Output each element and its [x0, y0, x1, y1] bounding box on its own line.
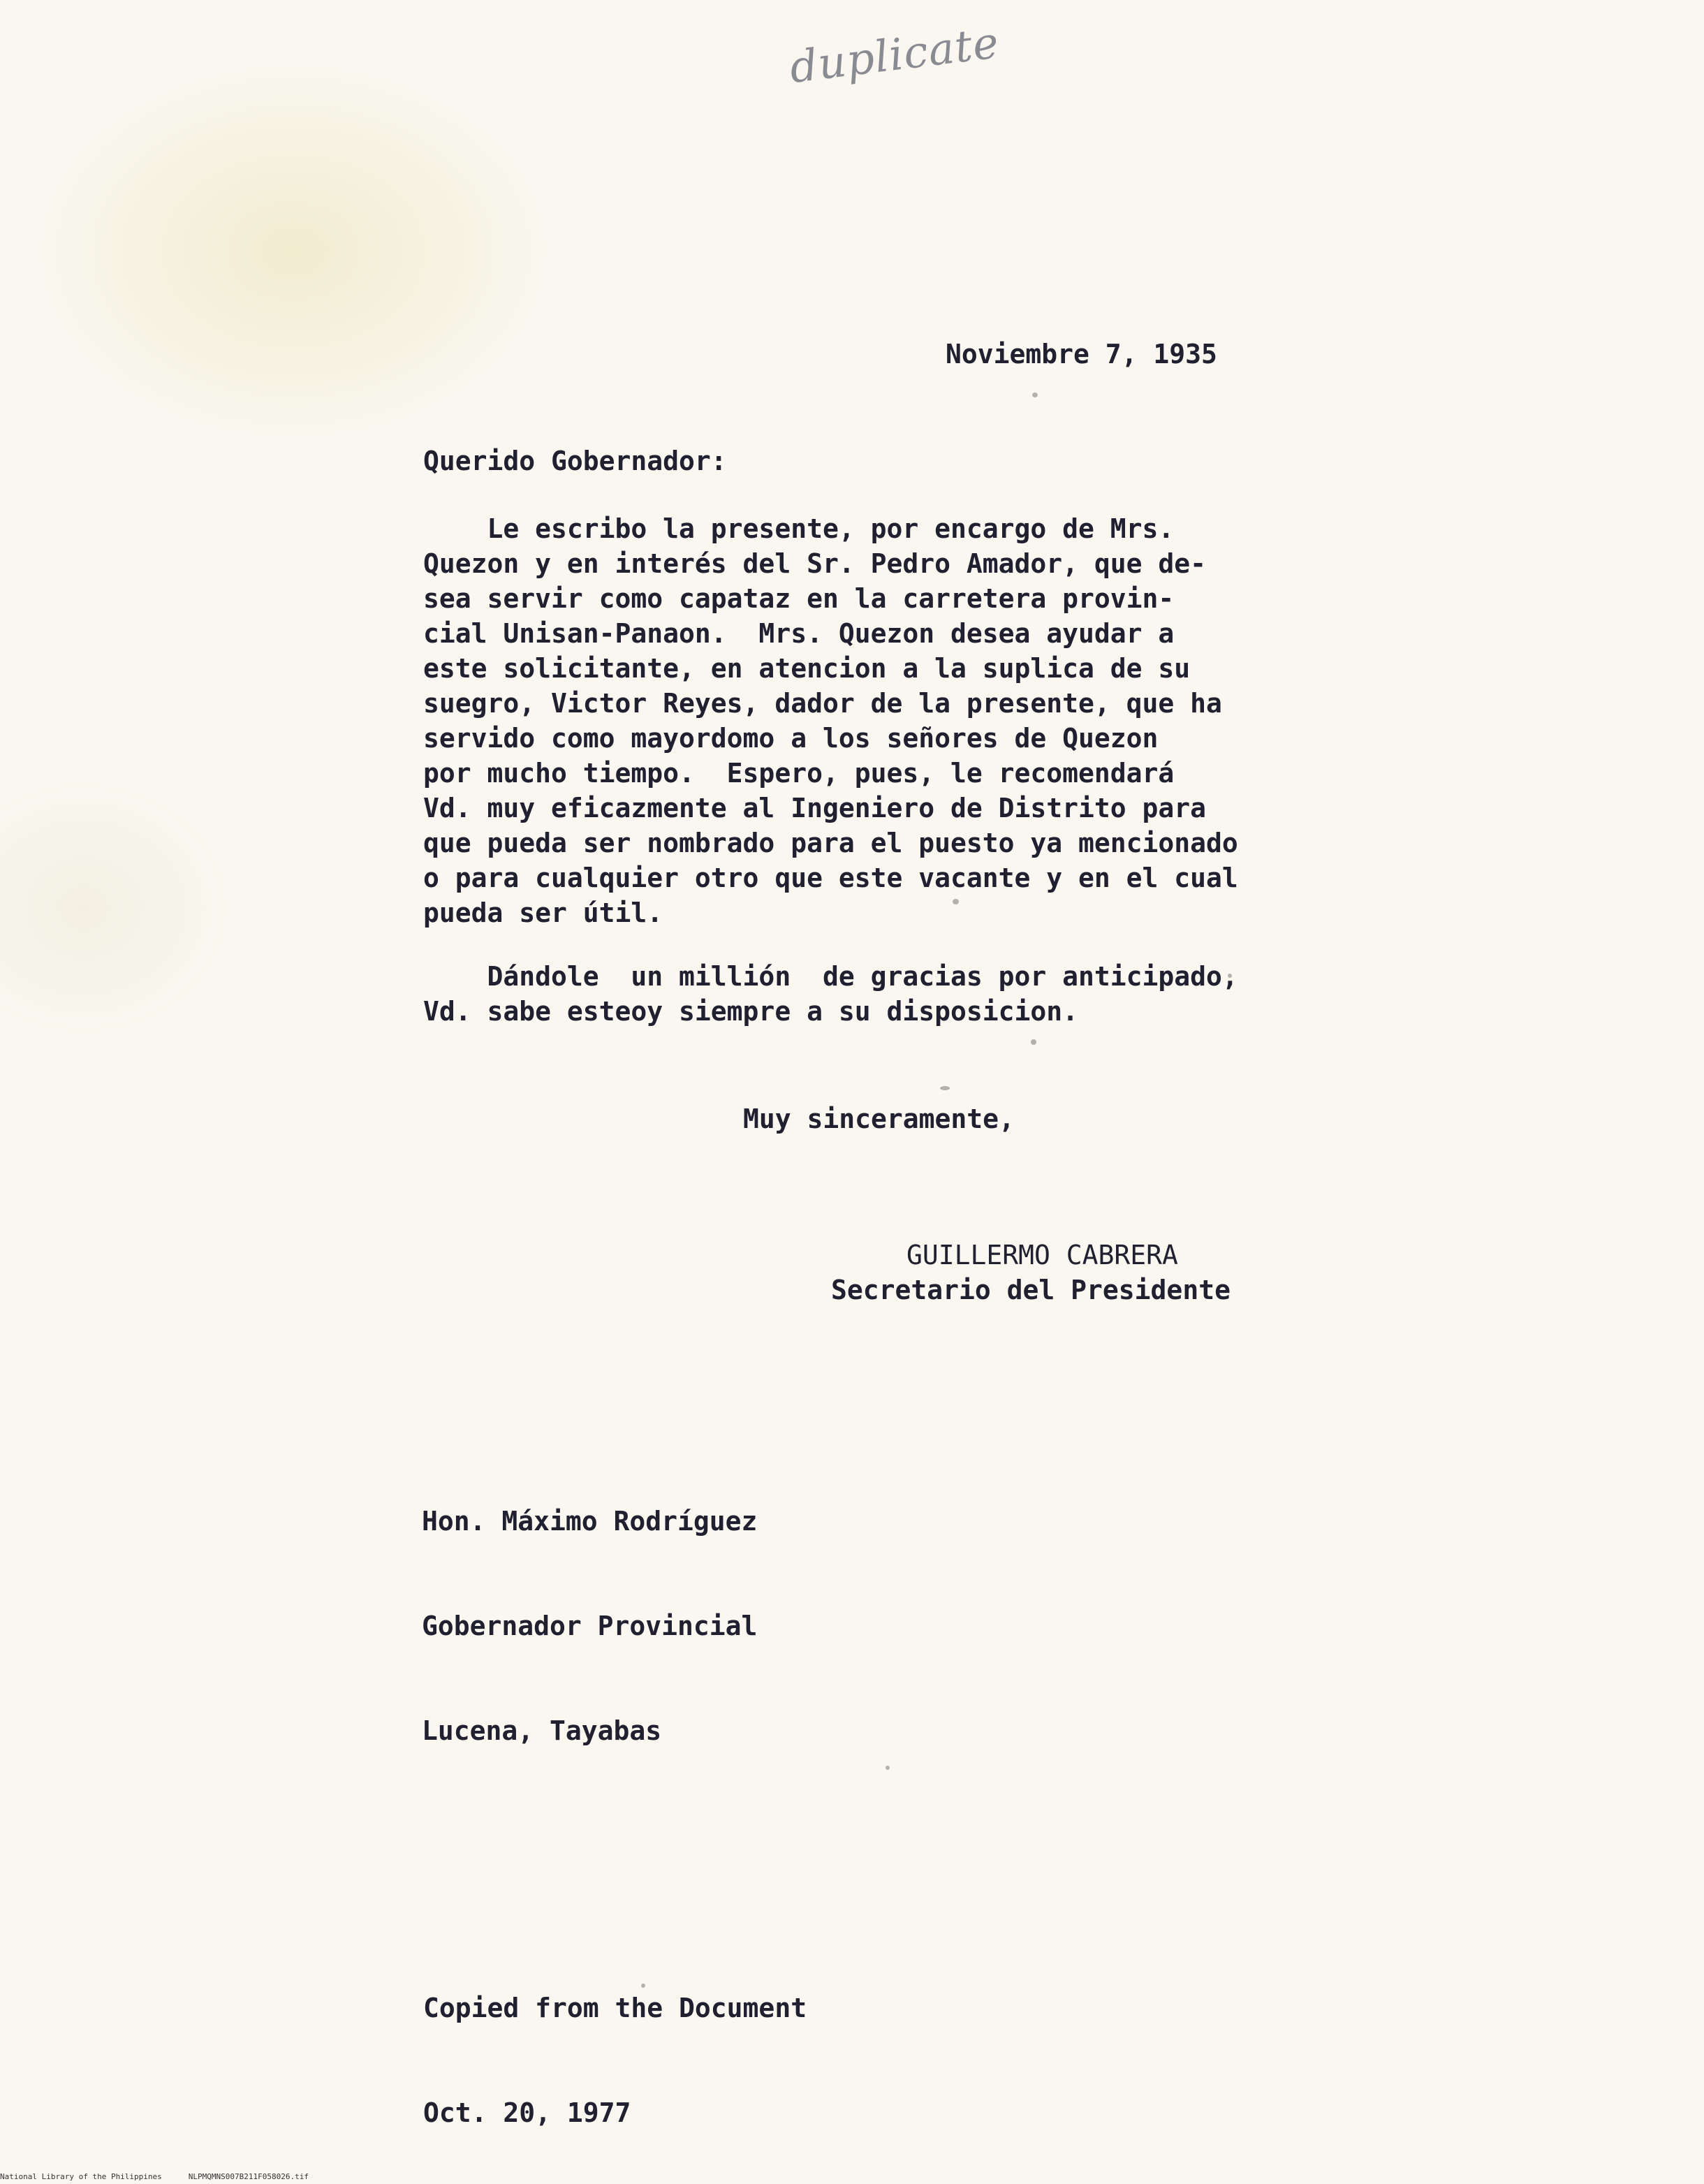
paper-speck: [940, 1086, 950, 1090]
body-line: o para cualquier otro que este vacante y en el cual: [423, 863, 1238, 893]
body-line: suegro, Victor Reyes, dador de la presente, que ha: [423, 688, 1222, 719]
closing: Muy sinceramente,: [743, 1104, 1015, 1134]
body-line: este solicitante, en atencion a la suplica de su: [423, 653, 1191, 684]
body-line: Vd. sabe esteoy siempre a su disposicion.: [423, 996, 1078, 1027]
scan-file-name: NLPMQMNS007B211F058026.tif: [188, 2172, 309, 2181]
salutation: Querido Gobernador:: [423, 446, 727, 476]
paper-speck: [1032, 393, 1038, 397]
body-line: sea servir como capataz en la carretera provin-: [423, 583, 1175, 614]
addressee-line: Hon. Máximo Rodríguez: [422, 1506, 758, 1537]
copy-note: [423, 1921, 807, 2165]
signature-title: Secretario del Presidente: [831, 1275, 1231, 1305]
addressee-block: [422, 1434, 757, 1783]
body-paragraph-2: [423, 959, 1238, 1029]
paper-speck: [886, 1766, 890, 1770]
paper-speck: [1031, 1039, 1036, 1045]
signature-name: GUILLERMO CABRERA: [906, 1240, 1178, 1270]
body-line: cial Unisan-Panaon. Mrs. Quezon desea ayudar a: [423, 618, 1175, 649]
body-line: pueda ser útil.: [423, 897, 663, 928]
body-line: que pueda ser nombrado para el puesto ya mencionado: [423, 828, 1238, 858]
scan-library-label: National Library of the Philippines: [0, 2172, 162, 2181]
body-paragraph-1: [423, 511, 1238, 930]
body-line: servido como mayordomo a los señores de Quezon: [423, 723, 1159, 754]
handwritten-annotation: duplicate: [786, 16, 1002, 94]
body-line: Dándole un millión de gracias por anticipado,: [423, 961, 1238, 992]
letter-date: Noviembre 7, 1935: [946, 339, 1217, 369]
scan-footer: [0, 2172, 335, 2181]
copy-note-line: Copied from the Document: [423, 1993, 807, 2023]
addressee-line: Gobernador Provincial: [422, 1611, 758, 1641]
body-line: por mucho tiempo. Espero, pues, le recomendará: [423, 758, 1175, 789]
addressee-line: Lucena, Tayabas: [422, 1715, 662, 1746]
body-line: Vd. muy eficazmente al Ingeniero de Distrito para: [423, 793, 1207, 823]
copy-note-date: Oct. 20, 1977: [423, 2097, 631, 2128]
body-line: Quezon y en interés del Sr. Pedro Amador, que de-: [423, 548, 1207, 579]
body-line: Le escribo la presente, por encargo de Mrs.: [423, 513, 1175, 544]
